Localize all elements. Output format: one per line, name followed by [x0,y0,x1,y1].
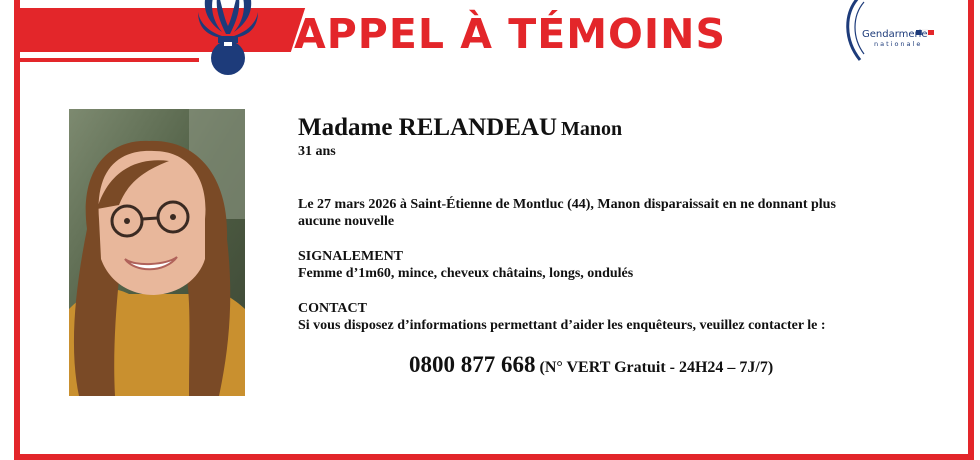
circumstances-line-2: aucune nouvelle [298,214,395,229]
red-stripe [14,58,199,62]
contact-text: Si vous disposez d’informations permettant d’aider les enquêteurs, veuillez contacter le : [298,318,826,333]
signalement-heading: SIGNALEMENT [298,249,404,264]
portrait-illustration [69,109,245,396]
logo-line-1: Gendarmerie [862,29,928,40]
person-name [298,114,622,142]
person-civility-lastname: Madame RELANDEAU [298,114,558,141]
signalement-text: Femme d’1m60, mince, cheveux châtains, longs, ondulés [298,266,634,281]
contact-heading: CONTACT [298,301,367,316]
person-first-name: Manon [561,118,623,140]
gendarmerie-logo-text [862,30,928,48]
circumstances-line-1: Le 27 mars 2026 à Saint-Étienne de Montluc (44), Manon disparaissait en ne donnant plus [298,197,836,212]
contact-phone-number[interactable]: 0800 877 668 [409,352,536,377]
page-title: APPEL À TÉMOINS [294,10,726,58]
person-age: 31 ans [298,144,336,159]
logo-line-2: nationale [874,40,923,48]
contact-phone-info: (N° VERT Gratuit - 24H24 – 7J/7) [539,359,774,376]
contact-phone-line [409,352,773,378]
grenade-emblem-icon [188,0,268,84]
person-photo [69,109,245,396]
